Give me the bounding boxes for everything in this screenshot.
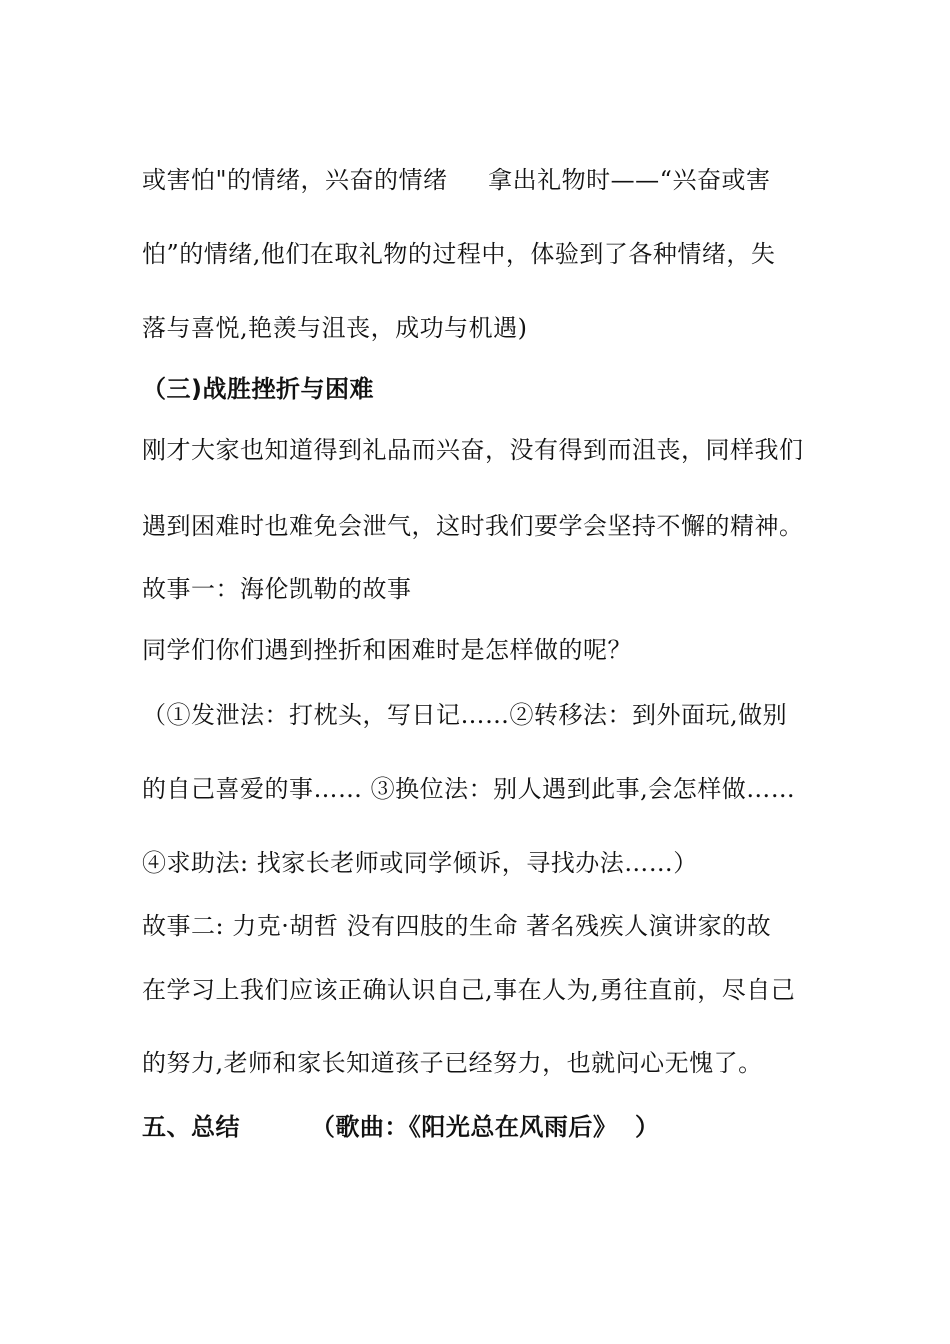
paragraph-line: （①发泄法：打枕头，写日记……②转移法：到外面玩,做别 [142, 701, 788, 729]
paragraph-line: 落与喜悦,艳羡与沮丧，成功与机遇) [142, 314, 528, 342]
paragraph-line: 的自己喜爱的事…… ③换位法：别人遇到此事,会怎样做…… [142, 775, 796, 803]
paragraph-line: 刚才大家也知道得到礼品而兴奋，没有得到而沮丧，同样我们 [142, 436, 804, 464]
section-heading: （三)战胜挫折与困难 [142, 375, 374, 403]
paragraph-line: 在学习上我们应该正确认识自己,事在人为,勇往直前，尽自己 [142, 976, 796, 1004]
paragraph-line: 或害怕"的情绪，兴奋的情绪 拿出礼物时——“兴奋或害 [142, 166, 771, 194]
paragraph-line: 的努力,老师和家长知道孩子已经努力，也就问心无愧了。 [142, 1049, 763, 1077]
paragraph-line: 故事二: 力克·胡哲 没有四肢的生命 著名残疾人演讲家的故 [142, 912, 772, 940]
paragraph-line: 故事一：海伦凯勒的故事 [142, 575, 412, 603]
section-heading-summary: 五、总结 （歌曲：《阳光总在风雨后》 ） [142, 1113, 660, 1141]
paragraph-line: 同学们你们遇到挫折和困难时是怎样做的呢？ [142, 636, 632, 664]
paragraph-line: 怕”的情绪,他们在取礼物的过程中，体验到了各种情绪，失 [142, 240, 776, 268]
paragraph-line: 遇到困难时也难免会泄气，这时我们要学会坚持不懈的精神。 [142, 512, 804, 540]
paragraph-line: ④求助法: 找家长老师或同学倾诉，寻找办法……） [142, 849, 698, 877]
